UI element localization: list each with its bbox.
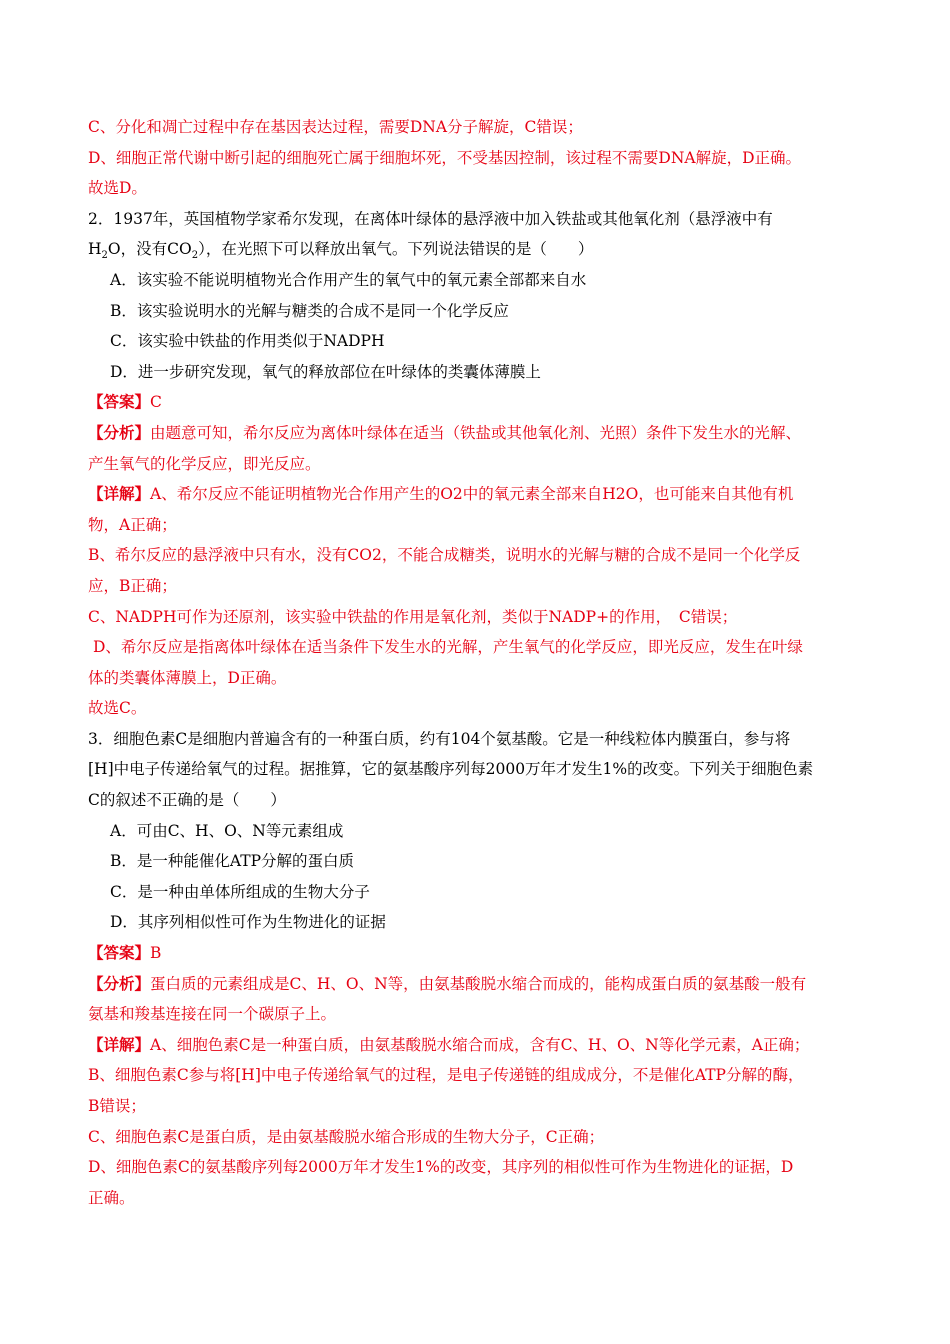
prev-conclusion: 故选D。	[88, 179, 147, 198]
q3-answer	[88, 938, 868, 969]
q2-stem-rest: ），在光照下可以释放出氧气。下列说法错误的是（ ）	[198, 240, 594, 259]
document-page	[88, 112, 868, 1213]
q2-conclusion: 故选C。	[88, 699, 147, 718]
q3-detail-line1	[88, 1030, 868, 1061]
q2-option-a: A．该实验不能说明植物光合作用产生的氧气中的氧元素全部都来自水	[110, 270, 587, 289]
q2-detail-line5: C、NADPH可作为还原剂，该实验中铁盐的作用是氧化剂，类似于NADP+的作用， C错误；	[88, 607, 738, 626]
q2-answer-tag: 【答案】	[88, 392, 151, 412]
q3-option-b: B．是一种能催化ATP分解的蛋白质	[110, 852, 355, 871]
q2-stem-line1: 2．1937年，英国植物学家希尔发现，在离体叶绿体的悬浮液中加入铁盐或其他氧化剂（悬浮液中有	[88, 209, 773, 228]
q2-detail-line3: B、希尔反应的悬浮液中只有水，没有CO2，不能合成糖类，说明水的光解与糖的合成不是同一个化学反	[88, 546, 801, 565]
q3-option-d: D．其序列相似性可作为生物进化的证据	[110, 913, 386, 932]
q3-detail-line4: C、细胞色素C是蛋白质，是由氨基酸脱水缩合形成的生物大分子，C正确；	[88, 1127, 605, 1146]
q2-stem-sub1: 2	[101, 250, 108, 262]
q3-detail-tag: 【详解】	[88, 1034, 151, 1054]
q2-answer	[88, 387, 868, 418]
q2-option-b: B．该实验说明水的光解与糖类的合成不是同一个化学反应	[110, 301, 509, 320]
q3-stem-line2: [H]中电子传递给氧气的过程。据推算，它的氨基酸序列每2000万年才发生1%的改变。下列关于细胞色素	[88, 760, 814, 779]
q2-option-c: C．该实验中铁盐的作用类似于NADPH	[110, 332, 385, 351]
q3-detail-line5: D、细胞色素C的氨基酸序列每2000万年才发生1%的改变，其序列的相似性可作为生物进化的证据，D	[88, 1158, 794, 1177]
q2-stem-h: H	[88, 240, 102, 259]
q2-answer-value: C	[150, 393, 162, 412]
q2-detail-line4: 应，B正确；	[88, 576, 177, 595]
q3-detail-line6: 正确。	[88, 1188, 135, 1207]
q2-detail-line7: 体的类囊体薄膜上，D正确。	[88, 668, 287, 687]
q2-option-d: D．进一步研究发现，氧气的释放部位在叶绿体的类囊体薄膜上	[110, 362, 541, 381]
q3-stem-line3: C的叙述不正确的是（ ）	[88, 791, 286, 810]
q2-analysis-text1: 由题意可知，希尔反应为离体叶绿体在适当（铁盐或其他氧化剂、光照）条件下发生水的光解、	[150, 423, 802, 442]
q3-option-a: A．可由C、H、O、N等元素组成	[110, 821, 344, 840]
q3-detail-text1: A、细胞色素C是一种蛋白质，由氨基酸脱水缩合而成，含有C、H、O、N等化学元素，A正确；	[150, 1035, 810, 1054]
q3-answer-value: B	[150, 944, 162, 963]
q2-analysis-line1	[88, 418, 868, 449]
q3-analysis-line2: 氨基和羧基连接在同一个碳原子上。	[88, 1005, 337, 1024]
q3-option-c: C．是一种由单体所组成的生物大分子	[110, 882, 370, 901]
q3-detail-line3: B错误；	[88, 1097, 146, 1115]
q3-answer-tag: 【答案】	[88, 943, 151, 963]
prev-detail-line-c: C、分化和凋亡过程中存在基因表达过程，需要DNA分子解旋，C错误；	[88, 118, 583, 136]
q3-analysis-line1	[88, 969, 868, 1000]
q2-detail-line2: 物，A正确；	[88, 515, 177, 534]
q3-analysis-text1: 蛋白质的元素组成是C、H、O、N等，由氨基酸脱水缩合而成的，能构成蛋白质的氨基酸一般有	[150, 974, 807, 993]
q2-stem-line2	[88, 234, 868, 265]
prev-detail-line-d: D、细胞正常代谢中断引起的细胞死亡属于细胞坏死，不受基因控制，该过程不需要DNA解旋，D正确。	[88, 148, 802, 167]
q2-stem-sub2: 2	[191, 250, 199, 262]
q3-stem-line1: 3．细胞色素C是细胞内普遍含有的一种蛋白质，约有104个氨基酸。它是一种线粒体内膜蛋白，参与将	[88, 729, 791, 748]
q3-analysis-tag: 【分析】	[88, 973, 151, 993]
q2-analysis-line2: 产生氧气的化学反应，即光反应。	[88, 454, 321, 473]
q2-detail-line6: D、希尔反应是指离体叶绿体在适当条件下发生水的光解，产生氧气的化学反应，即光反应，发生在叶绿	[93, 638, 803, 657]
q3-detail-line2: B、细胞色素C参与将[H]中电子传递给氧气的过程，是电子传递链的组成成分，不是催化ATP分解的酶，	[88, 1066, 804, 1085]
q2-detail-line1	[88, 479, 868, 510]
q2-detail-text1: A、希尔反应不能证明植物光合作用产生的O2中的氧元素全部来自H2O，也可能来自其他有机	[150, 485, 794, 504]
q2-analysis-tag: 【分析】	[88, 422, 151, 442]
q2-detail-tag: 【详解】	[88, 484, 151, 504]
q2-stem-o-co: O，没有CO	[107, 240, 192, 259]
